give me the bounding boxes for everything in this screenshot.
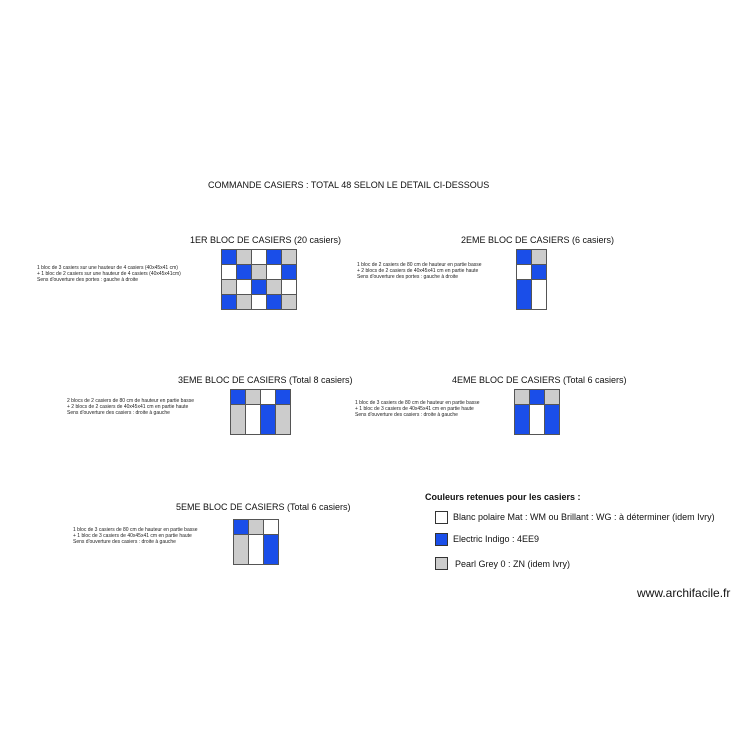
block-4-note: Sens d'ouverture des casiers : droite à gauche bbox=[355, 412, 458, 418]
watermark: www.archifacile.fr bbox=[637, 586, 731, 600]
block-1-note: 1 bloc de 3 casiers sur une hauteur de 4 casiers (40x45x41 cm) bbox=[37, 265, 178, 271]
locker-cell bbox=[251, 249, 267, 265]
locker-cell bbox=[531, 279, 547, 310]
locker-cell bbox=[230, 404, 246, 435]
block-5-notes bbox=[73, 527, 198, 545]
locker-cell bbox=[263, 534, 279, 565]
locker-cell bbox=[516, 249, 532, 265]
block-2-note: 1 bloc de 2 casiers de 80 cm de hauteur en partie basse bbox=[357, 262, 482, 268]
block-4-locker-grid bbox=[514, 389, 559, 434]
locker-cell bbox=[275, 404, 291, 435]
locker-cell bbox=[531, 264, 547, 280]
locker-cell bbox=[230, 389, 246, 405]
block-2-locker-grid bbox=[516, 249, 546, 309]
block-3-note: Sens d'ouverture des casiers : droite à gauche bbox=[67, 410, 170, 416]
block-1-note: + 1 bloc de 2 casiers sur une hauteur de 4 casiers (40x45x41cm) bbox=[37, 271, 181, 277]
legend-label-white: Blanc polaire Mat : WM ou Brillant : WG : à déterminer (idem Ivry) bbox=[453, 512, 715, 522]
block-3-note: + 2 blocs de 2 casiers de 40x45x41 cm en partie haute bbox=[67, 404, 189, 410]
block-1-notes bbox=[37, 265, 181, 283]
block-2-note: Sens d'ouverture des portes : gauche à droite bbox=[357, 274, 459, 280]
locker-cell bbox=[529, 404, 545, 435]
legend-swatch-blue bbox=[435, 533, 448, 546]
locker-cell bbox=[221, 249, 237, 265]
block-2-note: + 2 blocs de 2 casiers de 40x45x41 cm en partie haute bbox=[357, 268, 479, 274]
locker-cell bbox=[251, 294, 267, 310]
block-1-title: 1ER BLOC DE CASIERS (20 casiers) bbox=[190, 235, 342, 245]
locker-cell bbox=[260, 389, 276, 405]
block-4-title: 4EME BLOC DE CASIERS (Total 6 casiers) bbox=[452, 375, 627, 385]
block-1-locker-grid bbox=[221, 249, 296, 309]
locker-cell bbox=[266, 294, 282, 310]
block-5-locker-grid bbox=[233, 519, 278, 564]
locker-cell bbox=[514, 404, 530, 435]
locker-cell bbox=[251, 279, 267, 295]
locker-cell bbox=[281, 279, 297, 295]
block-3-notes bbox=[67, 398, 194, 416]
block-3-note: 2 blocs de 2 casiers de 80 cm de hauteur en partie basse bbox=[67, 398, 195, 404]
main-title: COMMANDE CASIERS : TOTAL 48 SELON LE DETAIL CI-DESSOUS bbox=[208, 180, 490, 190]
locker-cell bbox=[245, 389, 261, 405]
block-5-note: + 1 bloc de 3 casiers de 40x45x41 cm en partie haute bbox=[73, 533, 192, 539]
block-5-note: Sens d'ouverture des casiers : droite à gauche bbox=[73, 539, 176, 545]
locker-cell bbox=[236, 249, 252, 265]
block-3-title: 3EME BLOC DE CASIERS (Total 8 casiers) bbox=[178, 375, 353, 385]
locker-cell bbox=[221, 279, 237, 295]
locker-cell bbox=[544, 404, 560, 435]
block-2-notes bbox=[357, 262, 482, 280]
locker-cell bbox=[245, 404, 261, 435]
locker-cell bbox=[248, 519, 264, 535]
locker-cell bbox=[233, 534, 249, 565]
locker-cell bbox=[529, 389, 545, 405]
locker-cell bbox=[236, 279, 252, 295]
legend-swatch-grey bbox=[435, 557, 448, 570]
block-3-locker-grid bbox=[230, 389, 290, 434]
block-4-note: 1 bloc de 3 casiers de 80 cm de hauteur en partie basse bbox=[355, 400, 480, 406]
locker-cell bbox=[260, 404, 276, 435]
block-4-notes bbox=[355, 400, 480, 418]
legend-swatch-white bbox=[435, 511, 448, 524]
locker-cell bbox=[236, 294, 252, 310]
locker-cell bbox=[516, 279, 532, 310]
locker-cell bbox=[248, 534, 264, 565]
block-4-note: + 1 bloc de 3 casiers de 40x45x41 cm en partie haute bbox=[355, 406, 474, 412]
locker-cell bbox=[281, 294, 297, 310]
locker-cell bbox=[221, 294, 237, 310]
locker-cell bbox=[266, 279, 282, 295]
block-2-title: 2EME BLOC DE CASIERS (6 casiers) bbox=[461, 235, 615, 245]
locker-cell bbox=[281, 249, 297, 265]
locker-cell bbox=[544, 389, 560, 405]
locker-cell bbox=[516, 264, 532, 280]
locker-cell bbox=[251, 264, 267, 280]
locker-cell bbox=[275, 389, 291, 405]
legend-label-blue: Electric Indigo : 4EE9 bbox=[453, 534, 540, 544]
legend-label-grey: Pearl Grey 0 : ZN (idem Ivry) bbox=[455, 559, 571, 569]
block-1-note: Sens d'ouverture des portes : gauche à droite bbox=[37, 277, 139, 283]
locker-cell bbox=[263, 519, 279, 535]
locker-cell bbox=[233, 519, 249, 535]
locker-cell bbox=[531, 249, 547, 265]
block-5-note: 1 bloc de 3 casiers de 80 cm de hauteur en partie basse bbox=[73, 527, 198, 533]
locker-cell bbox=[281, 264, 297, 280]
locker-cell bbox=[266, 249, 282, 265]
block-5-title: 5EME BLOC DE CASIERS (Total 6 casiers) bbox=[176, 502, 351, 512]
legend-title: Couleurs retenues pour les casiers : bbox=[425, 492, 581, 502]
locker-cell bbox=[236, 264, 252, 280]
locker-cell bbox=[266, 264, 282, 280]
locker-cell bbox=[221, 264, 237, 280]
locker-cell bbox=[514, 389, 530, 405]
